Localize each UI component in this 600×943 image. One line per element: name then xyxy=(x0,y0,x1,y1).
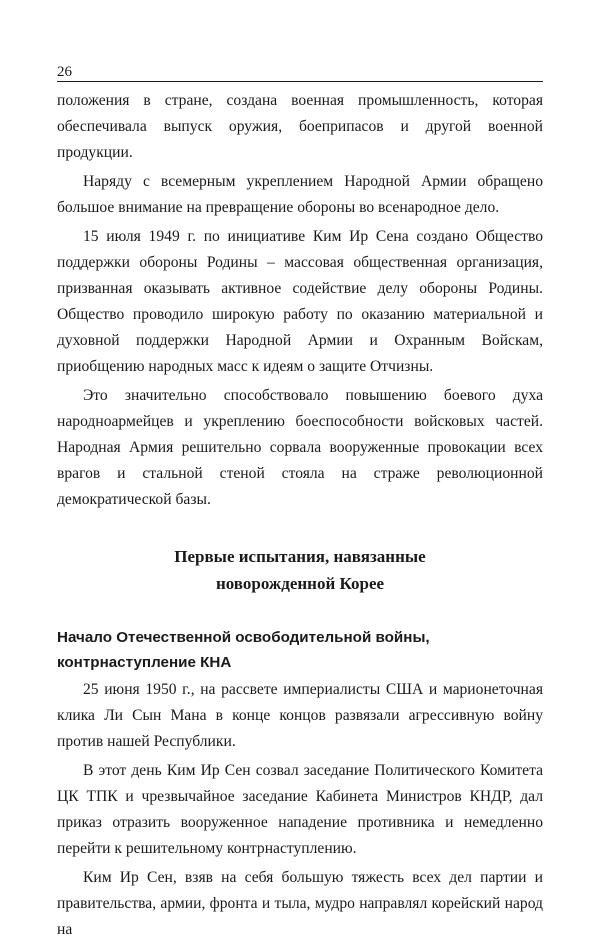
page-number: 26 xyxy=(57,64,72,80)
paragraph-5: 25 июня 1950 г., на рассвете империалисты США и марионеточная клика Ли Сын Мана в конце концов развязали агрессивную войну против нашей Республики. xyxy=(57,681,543,750)
section-title xyxy=(57,543,543,597)
paragraph-3: 15 июля 1949 г. по инициативе Ким Ир Сена создано Общество поддержки обороны Родины – массовая общественная организация, призванная оказывать активное содействие делу обороны Родины. Общество проводило широкую работу по оказанию материальной и духовной поддержки Народной Армии и Охранным Войскам, приобщению народных масс к идеям о защите Отчизны. xyxy=(57,228,543,375)
paragraph-7: Ким Ир Сен, взяв на себя большую тяжесть всех дел партии и правительства, армии, фронта и тыла, мудро направлял корейский народ на xyxy=(57,869,543,938)
section-title-line-1: Первые испытания, навязанные xyxy=(174,547,426,566)
paragraph-6: В этот день Ким Ир Сен созвал заседание Политического Комитета ЦК ТПК и чрезвычайное заседание Кабинета Министров КНДР, дал приказ отразить вооруженное нападение противника и немедленно перейти к решительному контрнаступлению. xyxy=(57,762,543,857)
paragraph-4: Это значительно способствовало повышению боевого духа народноармейцев и укреплению боеспособности войсковых частей. Народная Армия решительно сорвала вооруженные провокации всех врагов и стальной стеной стояла на страже революционной демократической базы. xyxy=(57,387,543,508)
subsection-title-line-1: Начало Отечественной освободительной войны, xyxy=(57,629,430,646)
page-body xyxy=(57,88,543,943)
subsection-title-line-2: контрнаступление КНА xyxy=(57,654,232,671)
section-title-line-2: новорожденной Корее xyxy=(215,574,385,593)
header-rule xyxy=(57,81,543,82)
subsection-title xyxy=(57,625,543,675)
paragraph-2: Наряду с всемерным укреплением Народной Армии обращено большое внимание на превращение обороны во всенародное дело. xyxy=(57,173,543,216)
paragraph-1: положения в стране, создана военная промышленность, которая обеспечивала выпуск оружия, боеприпасов и другой военной продукции. xyxy=(57,92,543,161)
